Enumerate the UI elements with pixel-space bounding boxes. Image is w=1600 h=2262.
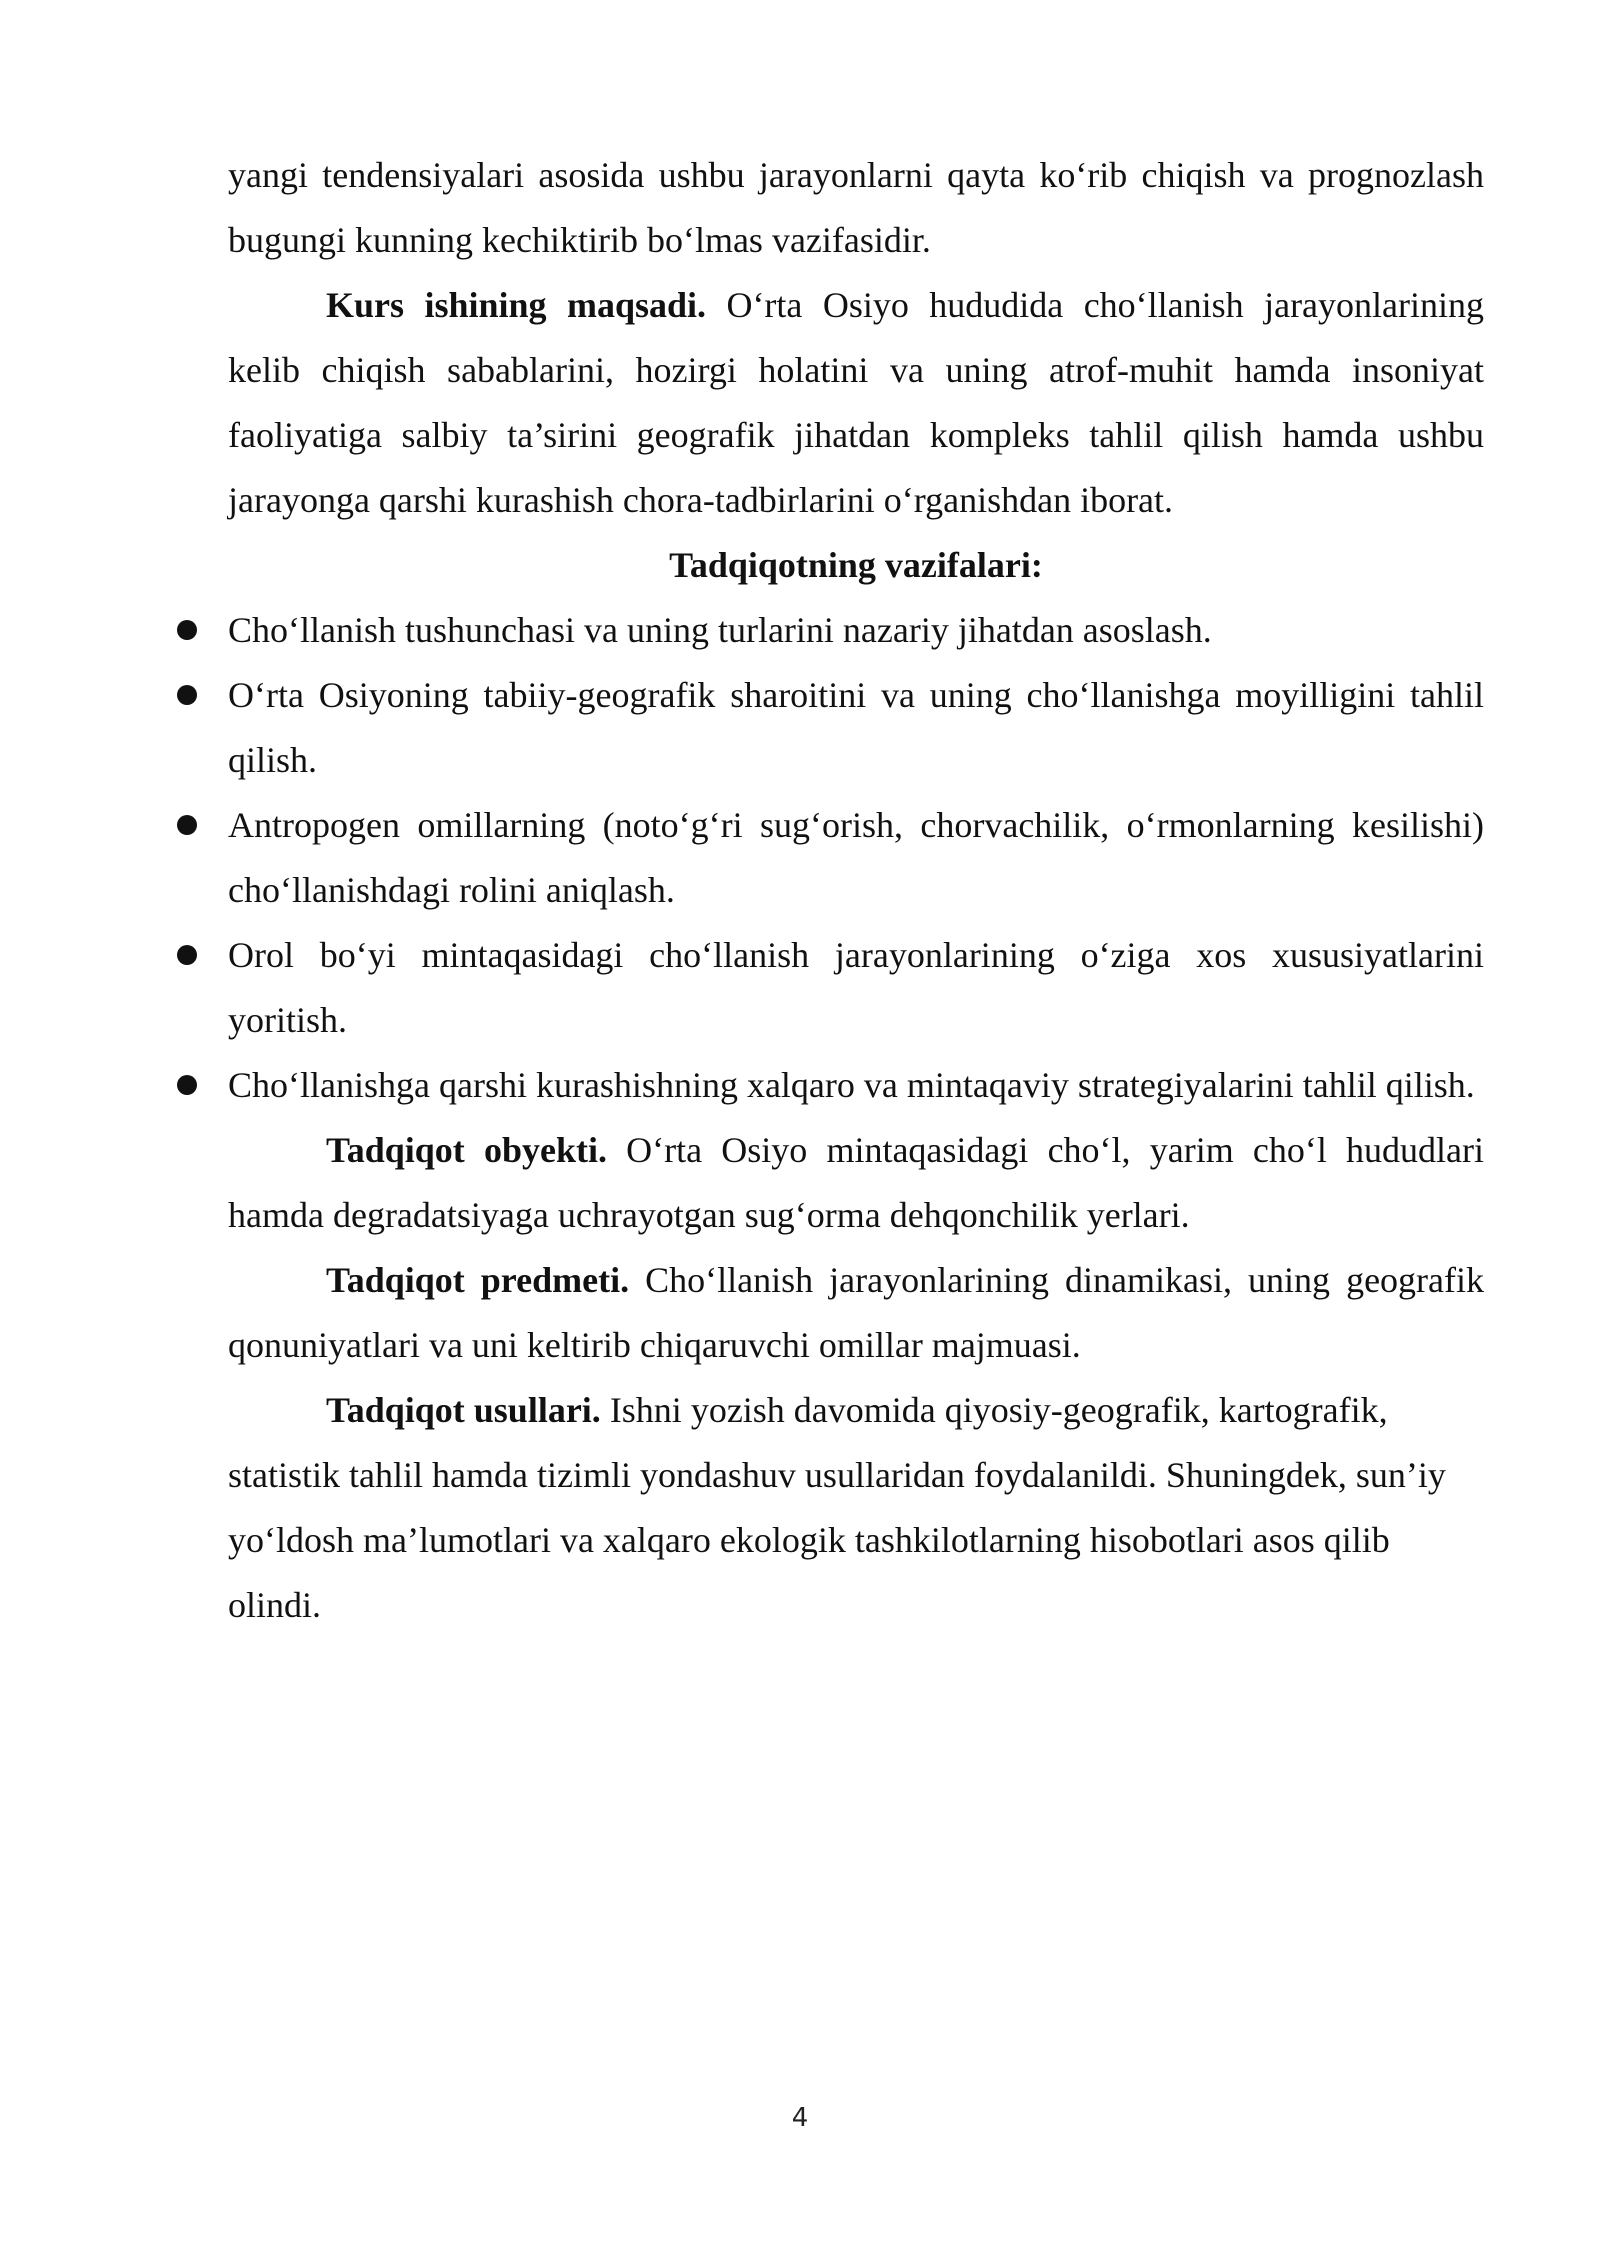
object-paragraph <box>228 1118 1484 1248</box>
goal-paragraph <box>228 273 1484 533</box>
list-item <box>228 598 1484 663</box>
methods-paragraph <box>228 1378 1484 1638</box>
goal-label: Kurs ishining maqsadi. <box>326 285 707 325</box>
tasks-list <box>228 598 1484 1118</box>
list-item <box>228 923 1484 1053</box>
bullet-icon <box>177 620 197 640</box>
list-item <box>228 793 1484 923</box>
subject-label: Tadqiqot predmeti. <box>326 1260 630 1300</box>
list-item <box>228 1053 1484 1118</box>
tasks-heading: Tadqiqotning vazifalari: <box>669 545 1043 585</box>
object-label: Tadqiqot obyekti. <box>326 1130 607 1170</box>
task-text: O‘rta Osiyoning tabiiy-geografik sharoitini va uning cho‘llanishga moyilligini tahlil qilish. <box>228 675 1484 780</box>
bullet-icon <box>177 1075 197 1095</box>
subject-paragraph <box>228 1248 1484 1378</box>
object-text: O‘rta Osiyo mintaqasidagi cho‘l, yarim cho‘l hududlari hamda degradatsiyaga uchrayotgan sug‘orma dehqonchilik yerlari. <box>228 1130 1484 1235</box>
page-number: 4 <box>791 2103 809 2133</box>
methods-text: Ishni yozish davomida qiyosiy-geografik, kartografik, statistik tahlil hamda tizimli yondashuv usullaridan foydalanildi. Shuningdek, sun’iy yo‘ldosh ma’lumotlari va xalqaro ekologik tashkilotlarning hisobotlari asos qilib olindi. <box>228 1390 1446 1625</box>
goal-text: O‘rta Osiyo hududida cho‘llanish jarayonlarining kelib chiqish sabablarini, hozirgi holatini va uning atrof-muhit hamda insoniyat faoliyatiga salbiy ta’sirini geografik jihatdan kompleks tahlil qilish hamda ushbu jarayonga qarshi kurashish chora-tadbirlarini o‘rganishdan iborat. <box>228 285 1485 520</box>
bullet-icon <box>177 945 197 965</box>
task-text: Orol bo‘yi mintaqasidagi cho‘llanish jarayonlarining o‘ziga xos xususiyatlarini yoritish. <box>228 935 1484 1040</box>
bullet-icon <box>177 685 197 705</box>
methods-label: Tadqiqot usullari. <box>326 1390 601 1430</box>
list-item <box>228 663 1484 793</box>
continuation-paragraph: yangi tendensiyalari asosida ushbu jarayonlarni qayta ko‘rib chiqish va prognozlash bugungi kunning kechiktirib bo‘lmas vazifasidir. <box>228 155 1484 260</box>
page-content <box>228 143 1484 1638</box>
subject-text: Cho‘llanish jarayonlarining dinamikasi, uning geografik qonuniyatlari va uni keltirib chiqaruvchi omillar majmuasi. <box>228 1260 1484 1365</box>
task-text: Cho‘llanish tushunchasi va uning turlarini nazariy jihatdan asoslash. <box>228 610 1212 650</box>
task-text: Antropogen omillarning (noto‘g‘ri sug‘orish, chorvachilik, o‘rmonlarning kesilishi) cho‘llanishdagi rolini aniqlash. <box>228 805 1484 910</box>
bullet-icon <box>177 815 197 835</box>
task-text: Cho‘llanishga qarshi kurashishning xalqaro va mintaqaviy strategiyalarini tahlil qilish. <box>228 1065 1475 1105</box>
